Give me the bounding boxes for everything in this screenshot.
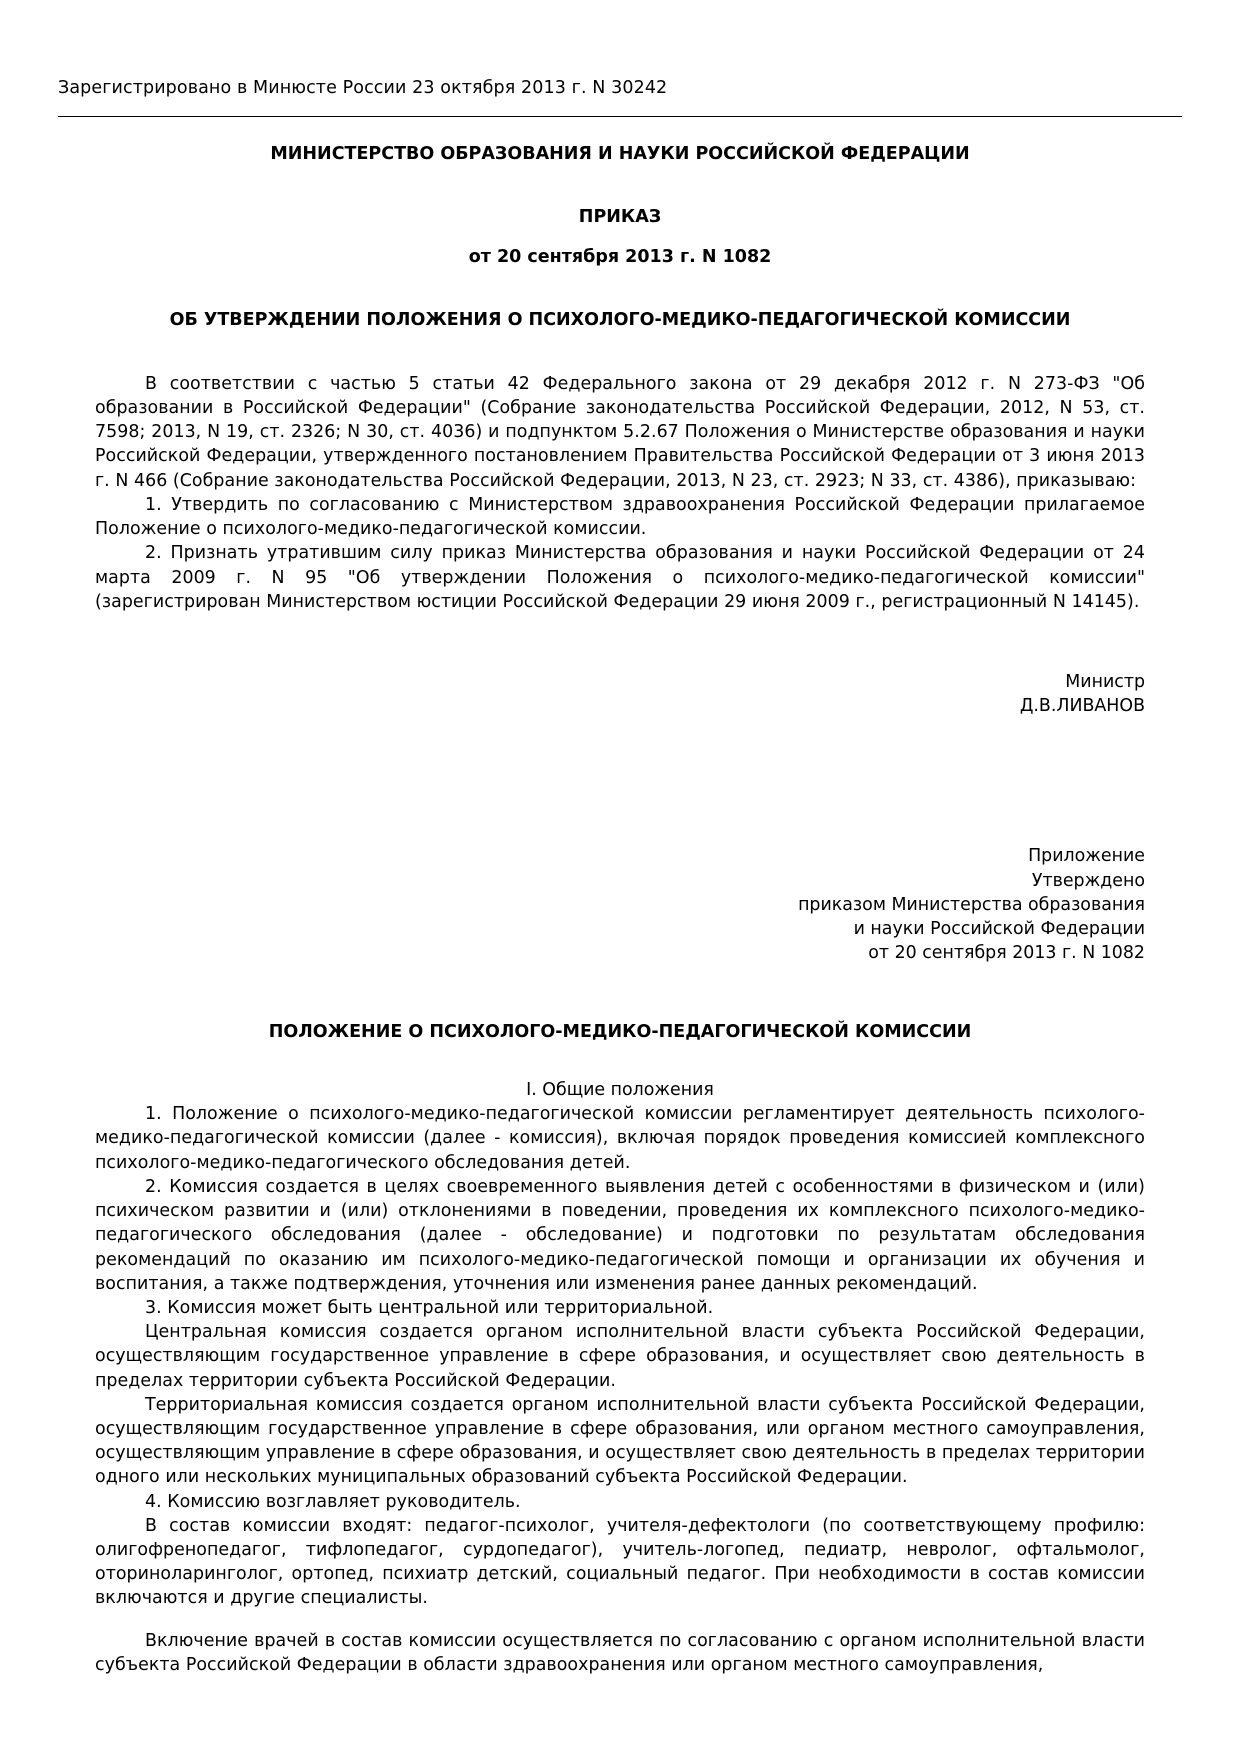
spacer (95, 269, 1145, 309)
spacer (95, 1611, 1145, 1629)
order-item-2: 2. Признать утратившим силу приказ Министерства образования и науки Российской Федерации от 24 марта 2009 г. N 95 "Об утверждении Положения о психолого-медико-педагогической комиссии" (зарегистрирован Министерством юстиции Российской Федерации 29 июня 2009 г., регистрационный N 14145). (95, 543, 1145, 612)
signature-name: Д.В.ЛИВАНОВ (1019, 696, 1145, 717)
appendix-order-line-1: приказом Министерства образования (798, 894, 1145, 915)
spacer (95, 166, 1145, 206)
spacer (95, 965, 1145, 1021)
signature-post: Министр (1065, 671, 1145, 692)
registration-line: Зарегистрировано в Минюсте России 23 октября 2013 г. N 30242 (58, 78, 668, 98)
appendix-block (95, 844, 1145, 965)
regulation-paragraph: 1. Положение о психолого-медико-педагогической комиссии регламентирует деятельность психолого-медико-педагогической комиссии (далее - комиссия), включая порядок проведения комиссией комплексного психолого-медико-педагогического обследования детей. (95, 1104, 1145, 1173)
regulation-paragraph: 3. Комиссия может быть центральной или территориальной. (145, 1297, 714, 1318)
spacer (95, 718, 1145, 804)
regulation-paragraph: Центральная комиссия создается органом исполнительной власти субъекта Российской Федерации, осуществляющим государственное управление в сфере образования, и осуществляет свою деятельность в пределах территории субъекта Российской Федерации. (95, 1322, 1145, 1391)
spacer (95, 614, 1145, 670)
ministry-name: МИНИСТЕРСТВО ОБРАЗОВАНИЯ И НАУКИ РОССИЙСКОЙ ФЕДЕРАЦИИ (270, 143, 970, 164)
document-body (58, 143, 1182, 1677)
document-date-number: от 20 сентября 2013 г. N 1082 (468, 247, 772, 268)
appendix-order-date: от 20 сентября 2013 г. N 1082 (868, 943, 1145, 964)
appendix-order-line-2: и науки Российской Федерации (853, 918, 1145, 939)
spacer (95, 804, 1145, 844)
spacer (95, 1044, 1145, 1078)
spacer (95, 228, 1145, 246)
signature-block (95, 670, 1145, 718)
regulation-paragraph: Включение врачей в состав комиссии осуществляется по согласованию с органом исполнительной власти субъекта Российской Федерации в области здравоохранения или органом местного самоуправления, (95, 1630, 1145, 1675)
regulation-paragraph: Территориальная комиссия создается органом исполнительной власти субъекта Российской Федерации, осуществляющим государственное управление в сфере образования, или органом местного самоуправления, осуществляющим управление в сфере образования, и осуществляет свою деятельность в пределах территории одного или нескольких муниципальных образований субъекта Российской Федерации. (95, 1394, 1145, 1488)
regulation-paragraph: В состав комиссии входят: педагог-психолог, учителя-дефектологи (по соответствующему профилю: олигофренопедагог, тифлопедагог, сурдопедагог), учитель-логопед, педиатр, невролог, офтальмолог, оториноларинголог, ортопед, психиатр детский, социальный педагог. При необходимости в состав комиссии включаются и другие специалисты. (95, 1515, 1145, 1609)
regulation-paragraph: 4. Комиссию возглавляет руководитель. (145, 1491, 521, 1512)
regulation-title: ПОЛОЖЕНИЕ О ПСИХОЛОГО-МЕДИКО-ПЕДАГОГИЧЕСКОЙ КОМИССИИ (268, 1022, 972, 1043)
document-subject: ОБ УТВЕРЖДЕНИИ ПОЛОЖЕНИЯ О ПСИХОЛОГО-МЕДИКО-ПЕДАГОГИЧЕСКОЙ КОМИССИИ (169, 310, 1071, 331)
appendix-approved: Утверждено (1031, 870, 1145, 891)
appendix-label: Приложение (1028, 846, 1145, 867)
header-divider (58, 116, 1182, 117)
spacer (95, 332, 1145, 372)
document-type: ПРИКАЗ (578, 206, 662, 227)
preamble-paragraph: В соответствии с частью 5 статьи 42 Федерального закона от 29 декабря 2012 г. N 273-ФЗ "Об образовании в Российской Федерации" (Собрание законодательства Российской Федерации, 2012, N 53, ст. 7598; 2013, N 19, ст. 2326; N 30, ст. 4036) и подпунктом 5.2.67 Положения о Министерстве образования и науки Российской Федерации, утвержденного постановлением Правительства Российской Федерации от 3 июня 2013 г. N 466 (Собрание законодательства Российской Федерации, 2013, N 23, ст. 2923; N 33, ст. 4386), приказываю: (95, 373, 1145, 491)
regulation-paragraph: 2. Комиссия создается в целях своевременного выявления детей с особенностями в физическом и (или) психическом развитии и (или) отклонениями в поведении, проведения их комплексного психолого-медико-педагогического обследования (далее - обследование) и подготовки по результатам обследования рекомендаций по оказанию им психолого-медико-педагогической помощи и организации их обучения и воспитания, а также подтверждения, уточнения или изменения ранее данных рекомендаций. (95, 1176, 1145, 1294)
section-1-title: I. Общие положения (526, 1080, 714, 1101)
order-item-1: 1. Утвердить по согласованию с Министерством здравоохранения Российской Федерации прилагаемое Положение о психолого-медико-педагогической комиссии. (95, 494, 1145, 540)
